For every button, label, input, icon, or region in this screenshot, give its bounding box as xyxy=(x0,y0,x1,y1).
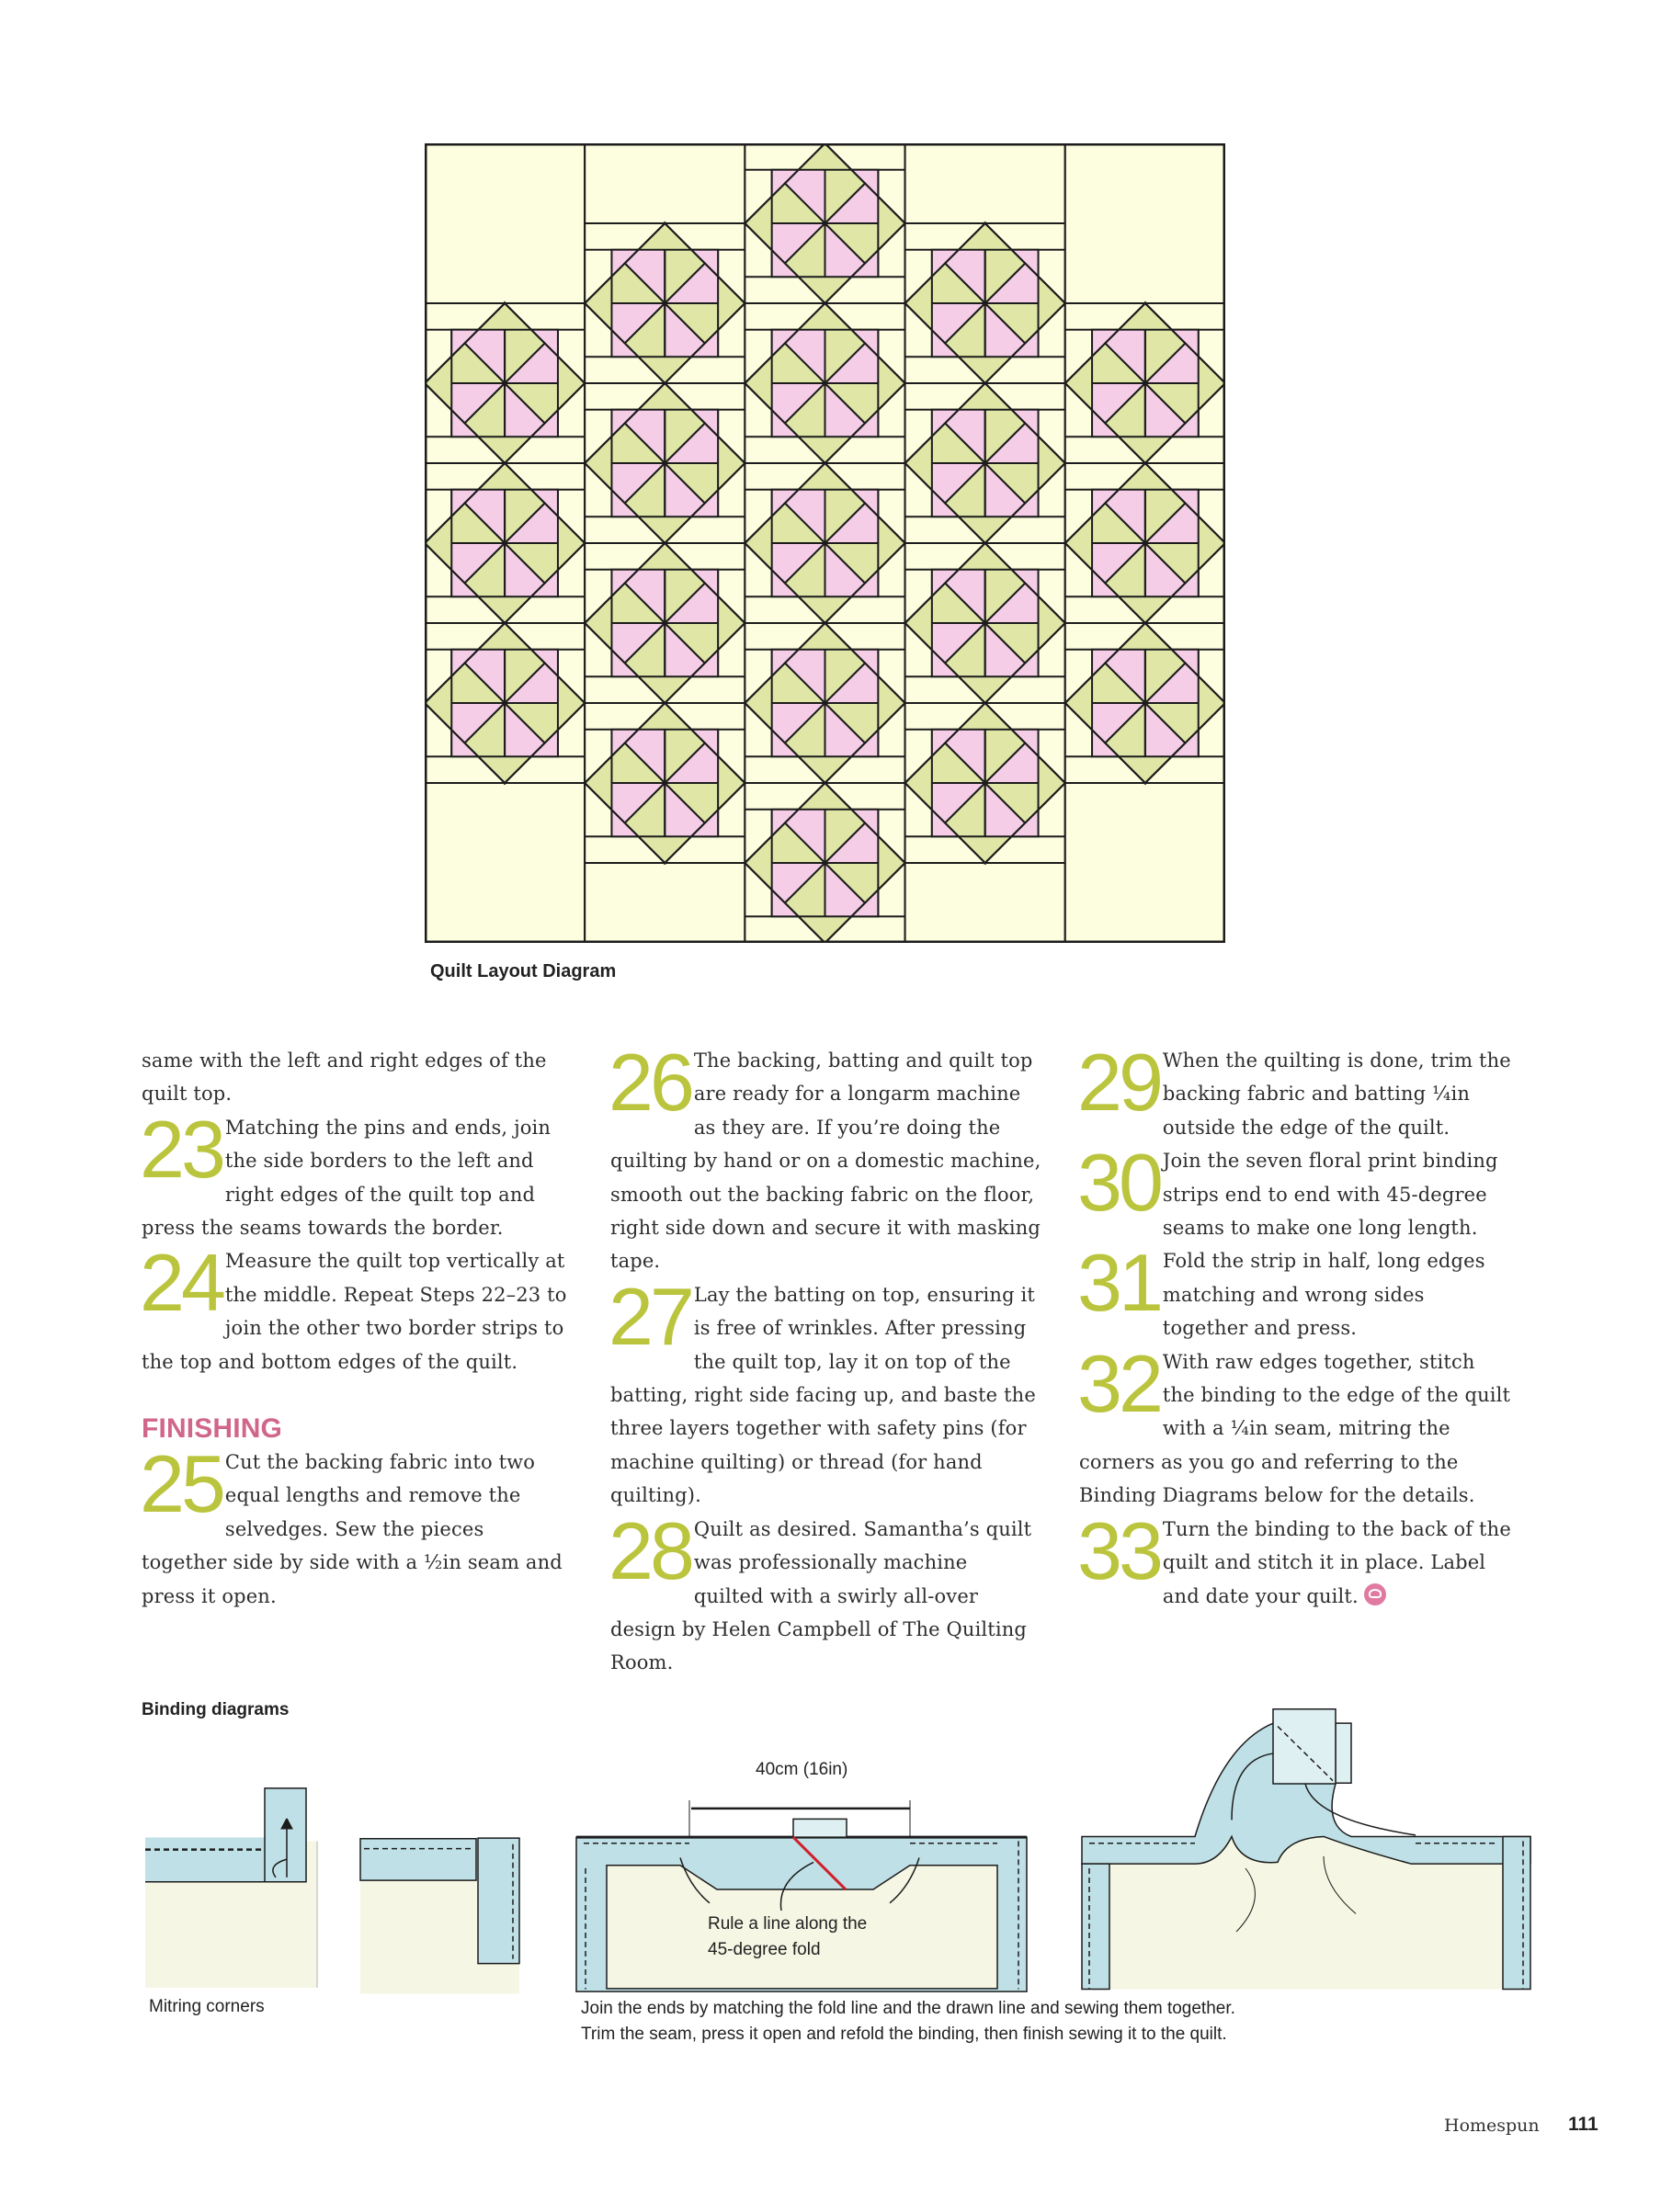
step-text: Quilt as desired. Samantha’s quilt was professionally machine quilted with a swirly all-over design by Helen Campbell of The Quilting Room. xyxy=(610,1517,1032,1674)
filler-block xyxy=(585,143,745,223)
mitre-step-2-diagram xyxy=(360,1838,519,1993)
step-number: 25 xyxy=(140,1438,222,1530)
step-text: Matching the pins and ends, join the side borders to the left and right edges of the quilt top and press the seams towards the border. xyxy=(142,1116,552,1240)
filler-block xyxy=(425,143,585,303)
filler-block xyxy=(905,143,1065,223)
quilt-layout-diagram xyxy=(425,143,1225,943)
text-column-2 xyxy=(609,1037,1042,1680)
magazine-name: Homespun xyxy=(1444,2116,1540,2136)
page-number: 111 xyxy=(1568,2114,1598,2135)
join-caption-line-1: Join the ends by matching the fold line and the drawn line and sewing them together. xyxy=(581,1999,1235,2018)
mitring-corners-label: Mitring corners xyxy=(149,1997,265,2016)
step-number: 27 xyxy=(609,1270,691,1362)
step-29 xyxy=(1077,1037,1511,1144)
binding-diagrams-title: Binding diagrams xyxy=(142,1700,290,1719)
step-24 xyxy=(140,1237,574,1378)
rule-line-label-2: 45-degree fold xyxy=(708,1940,821,1959)
step-27 xyxy=(609,1270,1042,1513)
homespun-logo-icon xyxy=(1364,1583,1386,1605)
text-column-1 xyxy=(142,1044,574,1613)
text-column-3 xyxy=(1077,1037,1511,1613)
step-text: Cut the backing fabric into two equal lengths and remove the selvedges. Sew the pieces together side by side with a ½in seam and press it open. xyxy=(142,1451,563,1607)
step-23 xyxy=(140,1103,574,1245)
filler-block xyxy=(905,863,1065,943)
quilt-diagram-caption: Quilt Layout Diagram xyxy=(430,961,617,981)
step-text: Measure the quilt top vertically at the middle. Repeat Steps 22–23 to join the other two border strips to the top and bottom edges of the quilt. xyxy=(142,1250,567,1373)
step-number: 24 xyxy=(140,1237,222,1329)
step-32 xyxy=(1077,1337,1511,1513)
step-33 xyxy=(1077,1504,1511,1613)
step-number: 31 xyxy=(1077,1237,1160,1329)
step-number: 28 xyxy=(609,1504,691,1596)
binding-diagrams xyxy=(129,1669,1563,2047)
step-text: With raw edges together, stitch the binding to the edge of the quilt with a ¼in seam, mitring the corners as you go and referring to the Binding Diagrams below for the details. xyxy=(1079,1350,1511,1507)
filler-block xyxy=(585,863,745,943)
filler-block xyxy=(425,783,585,943)
step-25 xyxy=(140,1438,574,1613)
step-text: When the quilting is done, trim the backing fabric and batting ¼in outside the edge of the quilt. xyxy=(1162,1049,1511,1139)
filler-block xyxy=(1065,143,1225,303)
step-28 xyxy=(609,1504,1042,1680)
step-30 xyxy=(1077,1137,1511,1244)
rule-line-label xyxy=(708,1911,867,1963)
step-26 xyxy=(609,1037,1042,1278)
step-number: 29 xyxy=(1077,1037,1160,1128)
filler-block xyxy=(1065,783,1225,943)
section-heading-finishing: FINISHING xyxy=(142,1413,283,1445)
step-number: 23 xyxy=(140,1103,222,1195)
step-number: 33 xyxy=(1077,1504,1160,1596)
join-caption-line-2: Trim the seam, press it open and refold the binding, then finish sewing it to the quilt. xyxy=(581,2025,1227,2044)
step-text: Fold the strip in half, long edges matching and wrong sides together and press. xyxy=(1162,1250,1485,1340)
step-text: The backing, batting and quilt top are ready for a longarm machine as they are. If you’re doing the quilting by hand or on a domestic machine, smooth out the backing fabric on the floor, right side down and secure it with masking tape. xyxy=(610,1049,1041,1273)
join-ends-caption xyxy=(581,1996,1235,2048)
step-31 xyxy=(1077,1237,1511,1344)
step-number: 32 xyxy=(1077,1337,1160,1429)
intro-text: same with the left and right edges of the quilt top. xyxy=(142,1049,547,1106)
rule-line-label-1: Rule a line along the xyxy=(708,1914,868,1934)
step-number: 30 xyxy=(1077,1137,1160,1229)
finish-binding-diagram xyxy=(1082,1709,1530,1990)
step-text: Join the seven floral print binding strips end to end with 45-degree seams to make one long length. xyxy=(1162,1150,1498,1240)
dimension-label: 40cm (16in) xyxy=(756,1760,848,1779)
step-text: Turn the binding to the back of the quilt and stitch it in place. Label and date your quilt. xyxy=(1162,1517,1511,1607)
mitre-step-1-diagram xyxy=(145,1788,317,1988)
step-number: 26 xyxy=(609,1037,691,1128)
step-text: Lay the batting on top, ensuring it is free of wrinkles. After pressing the quilt top, lay it on top of the batting, right side facing up, and baste the three layers together with safety pins (for machine quilting) or thread (for hand quilting). xyxy=(610,1283,1036,1507)
